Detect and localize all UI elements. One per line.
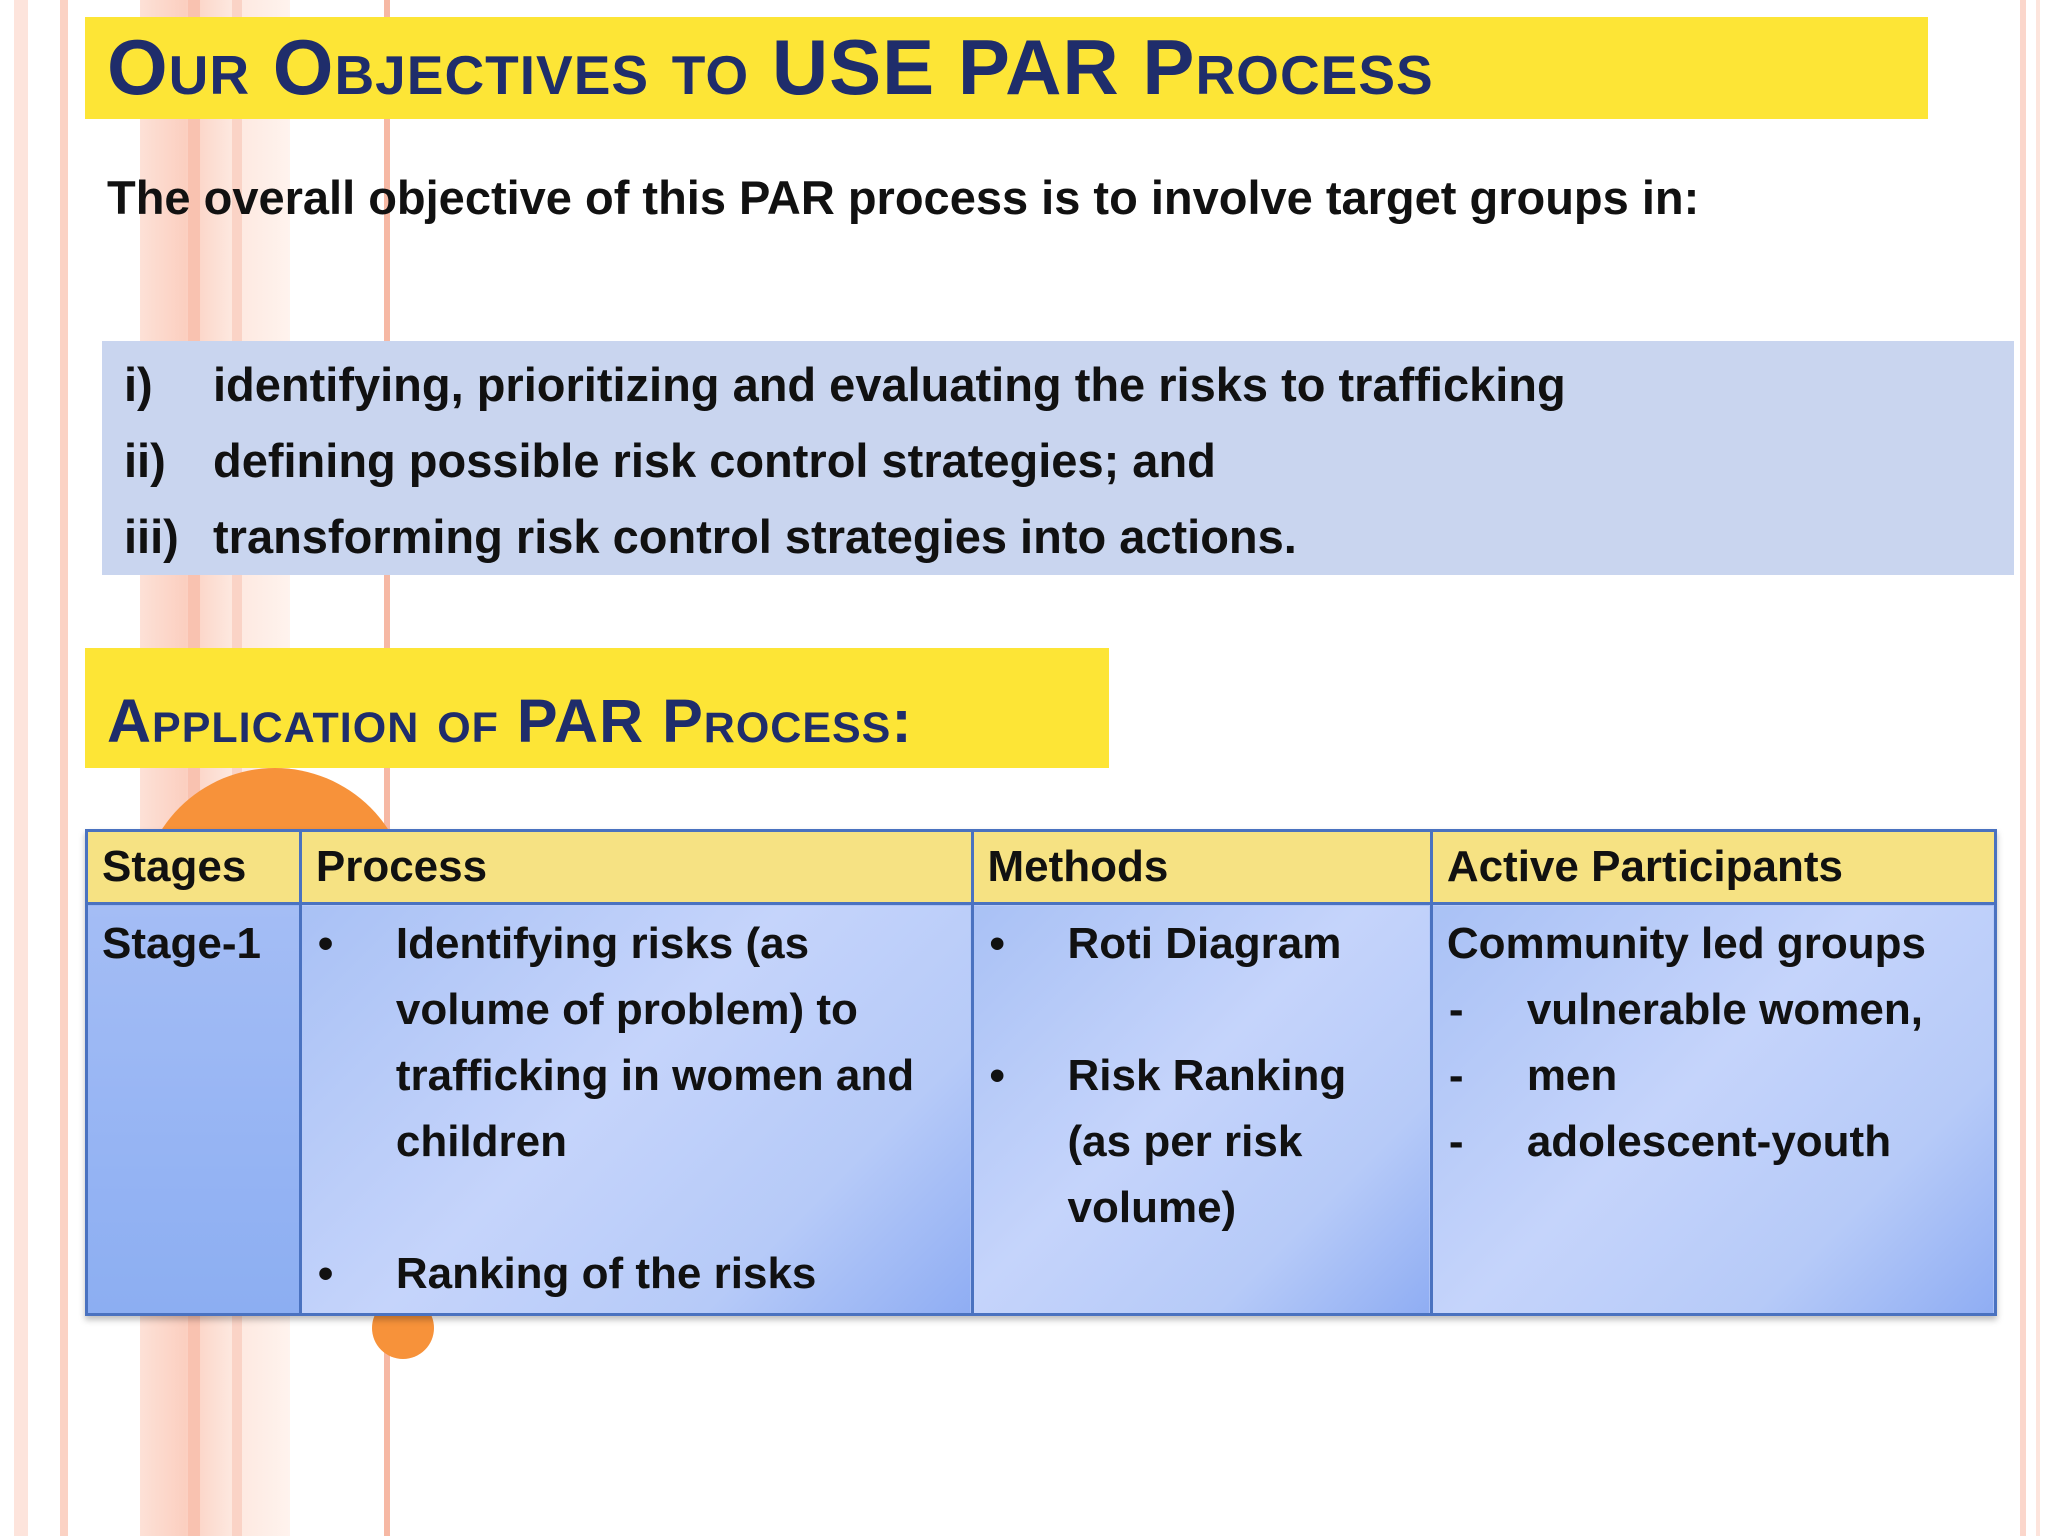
- objective-number: i): [124, 358, 153, 411]
- dash-icon: -: [1448, 1117, 1464, 1166]
- slide-subtitle: The overall objective of this PAR process is to involve target groups in:: [107, 171, 1700, 224]
- table-header-row: [87, 831, 1996, 904]
- dash-icon: -: [1448, 1051, 1464, 1100]
- bullet-icon: •: [989, 919, 1005, 968]
- stage-cell: [87, 904, 301, 1315]
- objective-item: [124, 357, 1566, 412]
- objective-item: [124, 433, 1216, 488]
- objective-text: defining possible risk control strategies; and: [213, 434, 1216, 487]
- objective-text: transforming risk control strategies into actions.: [213, 510, 1297, 563]
- decor-stripe: [2020, 0, 2026, 1536]
- bullet-icon: •: [317, 919, 334, 968]
- participant-text: vulnerable women,: [1526, 985, 1923, 1034]
- objective-number: ii): [124, 434, 166, 487]
- bullet-icon: •: [317, 1249, 334, 1298]
- process-bullet-item: [316, 911, 957, 1175]
- par-stages-table: [85, 829, 1997, 1316]
- decor-stripe: [2036, 0, 2040, 1536]
- participant-text: adolescent-youth: [1526, 1117, 1892, 1166]
- bullet-icon: •: [989, 1051, 1005, 1100]
- objective-text: identifying, prioritizing and evaluating the risks to trafficking: [213, 358, 1566, 411]
- participant-text: men: [1526, 1051, 1618, 1100]
- process-text: Ranking of the risks: [395, 1249, 817, 1298]
- methods-cell: [972, 904, 1431, 1315]
- stage-label: Stage-1: [102, 919, 261, 968]
- process-cell: [300, 904, 972, 1315]
- dash-icon: -: [1448, 985, 1464, 1034]
- header-process: Process: [300, 831, 972, 904]
- objective-number: iii): [124, 510, 179, 563]
- method-bullet-item: [988, 1043, 1416, 1241]
- participant-item: [1447, 1043, 1980, 1109]
- decor-stripe: [60, 0, 68, 1536]
- process-text: Identifying risks (as volume of problem) to trafficking in women and children: [395, 919, 915, 1166]
- application-title: Application of PAR Process:: [107, 687, 913, 755]
- table-row: [87, 904, 1996, 1315]
- header-stages: Stages: [87, 831, 301, 904]
- header-active-participants: Active Participants: [1431, 831, 1995, 904]
- participants-cell: [1431, 904, 1995, 1315]
- process-bullet-item: [316, 1241, 957, 1307]
- method-bullet-item: [988, 911, 1416, 977]
- decor-stripe: [14, 0, 28, 1536]
- participant-item: [1447, 977, 1980, 1043]
- header-methods: Methods: [972, 831, 1431, 904]
- participant-item: [1447, 1109, 1980, 1175]
- objective-item: [124, 509, 1297, 564]
- method-text: Risk Ranking (as per risk volume): [1067, 1051, 1347, 1232]
- slide-title: Our Objectives to USE PAR Process: [107, 23, 1434, 111]
- participants-heading: Community led groups: [1446, 919, 1926, 968]
- method-text: Roti Diagram: [1067, 919, 1342, 968]
